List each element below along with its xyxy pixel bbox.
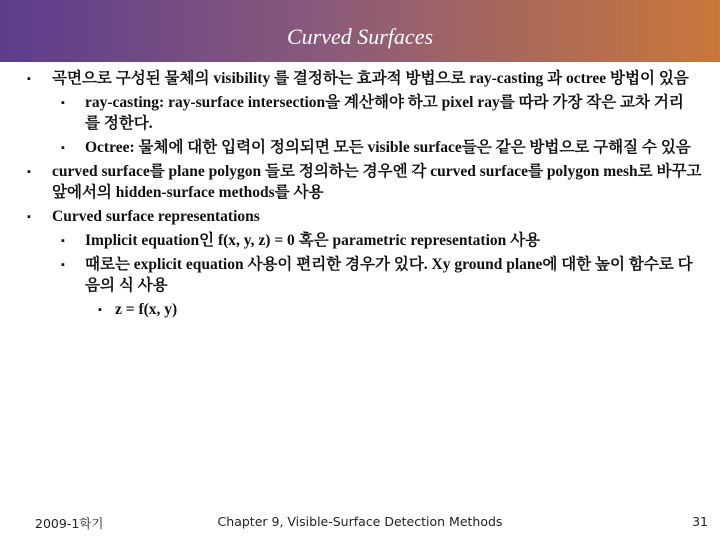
- bullet-item-level-2: [61, 92, 697, 134]
- bullet-text: 곡면으로 구성된 물체의 visibility 를 결정하는 효과적 방법으로 ray-casting 과 octree 방법이 있음: [52, 70, 689, 87]
- bullet-icon: ▪: [61, 97, 65, 109]
- bullet-icon: ▪: [61, 235, 65, 247]
- bullet-text: Octree: 물체에 대한 입력이 정의되면 모든 visible surface들은 같은 방법으로 구해질 수 있음: [85, 139, 691, 156]
- bullet-text: ray-casting: ray-surface intersection을 계산해야 하고 pixel ray를 따라 가장 작은 교차 거리를 정한다.: [85, 94, 684, 132]
- bullet-icon: ▪: [27, 166, 31, 178]
- bullet-item-level-1: [27, 161, 702, 203]
- footer-semester: 2009-1학기: [35, 516, 104, 531]
- footer-page-number: 31: [692, 514, 708, 529]
- bullet-item-level-1: [27, 206, 702, 227]
- bullet-text: curved surface를 plane polygon 들로 정의하는 경우엔 각 curved surface를 polygon mesh로 바꾸고 앞에서의 hidden-surface methods를 사용: [52, 163, 702, 201]
- bullet-icon: ▪: [61, 259, 65, 271]
- footer-chapter: Chapter 9, Visible-Surface Detection Methods: [217, 514, 503, 529]
- bullet-text: z = f(x, y): [115, 301, 178, 318]
- bullet-item-level-2: [61, 137, 697, 158]
- bullet-icon: ▪: [27, 211, 31, 223]
- title-bar: [0, 0, 720, 62]
- bullet-item-level-3: [98, 299, 675, 320]
- bullet-icon: ▪: [61, 142, 65, 154]
- bullet-text: Curved surface representations: [52, 208, 260, 225]
- bullet-item-level-1: [27, 68, 702, 89]
- bullet-item-level-2: [61, 230, 697, 251]
- bullet-text: Implicit equation인 f(x, y, z) = 0 혹은 parametric representation 사용: [85, 232, 541, 249]
- bullet-item-level-2: [61, 254, 697, 296]
- bullet-text: 때로는 explicit equation 사용이 편리한 경우가 있다. Xy ground plane에 대한 높이 함수로 다음의 식 사용: [85, 256, 693, 294]
- bullet-icon: ▪: [27, 73, 31, 85]
- slide-content: [0, 68, 720, 323]
- bullet-icon: ▪: [98, 304, 102, 316]
- slide-title: Curved Surfaces: [286, 24, 434, 49]
